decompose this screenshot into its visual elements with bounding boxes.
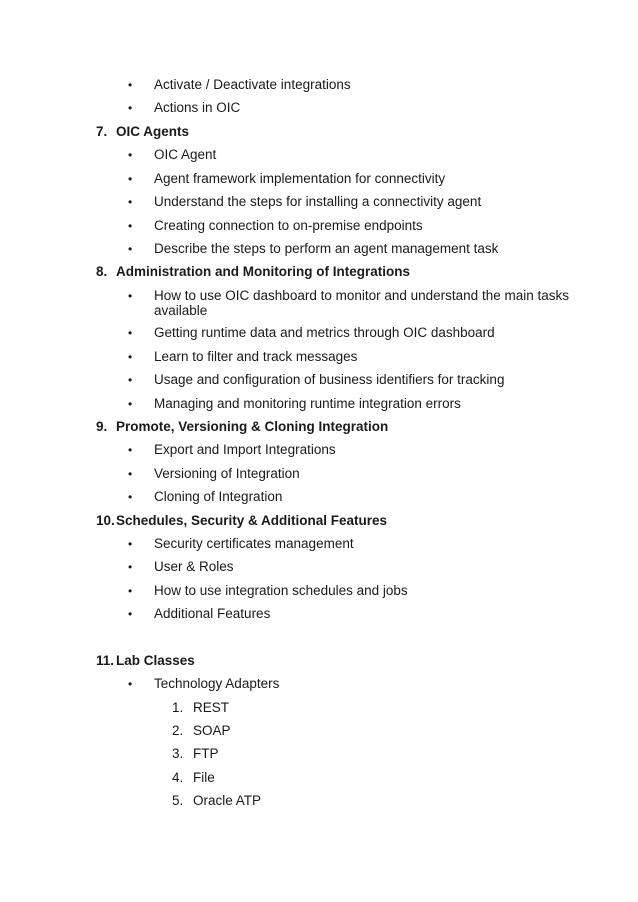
sub-item-number: 2. <box>172 723 184 738</box>
list-item: Technology Adapters <box>154 676 280 691</box>
sub-list-item: FTP <box>193 746 219 761</box>
section-title: Promote, Versioning & Cloning Integration <box>116 419 389 434</box>
sub-list-item: File <box>193 770 215 785</box>
sub-item-number: 1. <box>172 700 184 715</box>
bullet-icon: • <box>128 101 133 115</box>
bullet-icon: • <box>128 490 133 504</box>
bullet-icon: • <box>128 219 133 233</box>
bullet-icon: • <box>128 242 133 256</box>
list-item: Additional Features <box>154 606 271 621</box>
sub-list-item: SOAP <box>193 723 231 738</box>
bullet-icon: • <box>128 467 133 481</box>
list-item: Managing and monitoring runtime integration errors <box>154 396 461 411</box>
list-item: Export and Import Integrations <box>154 442 336 457</box>
list-item: How to use OIC dashboard to monitor and understand the main tasks <box>154 288 569 303</box>
section-number: 10. <box>96 513 115 528</box>
section-title: Schedules, Security & Additional Features <box>116 513 388 528</box>
bullet-icon: • <box>128 607 133 621</box>
sub-item-number: 4. <box>172 770 184 785</box>
sub-item-number: 5. <box>172 793 184 808</box>
section-number: 7. <box>96 124 108 139</box>
bullet-icon: • <box>128 148 133 162</box>
list-item: Describe the steps to perform an agent management task <box>154 241 499 256</box>
sub-item-number: 3. <box>172 746 184 761</box>
list-item: Creating connection to on-premise endpoints <box>154 218 423 233</box>
list-item: Understand the steps for installing a connectivity agent <box>154 194 482 209</box>
list-item: User & Roles <box>154 559 234 574</box>
bullet-icon: • <box>128 350 133 364</box>
list-item: Agent framework implementation for connectivity <box>154 171 446 186</box>
bullet-icon: • <box>128 677 133 691</box>
bullet-icon: • <box>128 172 133 186</box>
section-title: OIC Agents <box>116 124 190 139</box>
section-number: 9. <box>96 419 108 434</box>
sub-list-item: Oracle ATP <box>193 793 262 808</box>
bullet-icon: • <box>128 373 133 387</box>
bullet-icon: • <box>128 326 133 340</box>
list-item: OIC Agent <box>154 147 217 162</box>
bullet-icon: • <box>128 397 133 411</box>
bullet-icon: • <box>128 78 133 92</box>
bullet-icon: • <box>128 195 133 209</box>
list-item: Getting runtime data and metrics through OIC dashboard <box>154 325 495 340</box>
bullet-icon: • <box>128 584 133 598</box>
section-title: Administration and Monitoring of Integrations <box>116 264 410 279</box>
list-item: Actions in OIC <box>154 100 241 115</box>
bullet-icon: • <box>128 537 133 551</box>
section-number: 11. <box>96 653 115 668</box>
bullet-icon: • <box>128 560 133 574</box>
list-item: Usage and configuration of business identifiers for tracking <box>154 372 505 387</box>
list-item: Cloning of Integration <box>154 489 283 504</box>
section-number: 8. <box>96 264 108 279</box>
list-item: Activate / Deactivate integrations <box>154 77 351 92</box>
sub-list-item: REST <box>193 700 230 715</box>
bullet-icon: • <box>128 443 133 457</box>
section-title: Lab Classes <box>116 653 195 668</box>
list-item: Versioning of Integration <box>154 466 300 481</box>
list-item: Learn to filter and track messages <box>154 349 358 364</box>
list-item: Security certificates management <box>154 536 354 551</box>
bullet-icon: • <box>128 289 133 303</box>
list-item-continuation: available <box>154 303 208 318</box>
list-item: How to use integration schedules and jobs <box>154 583 408 598</box>
